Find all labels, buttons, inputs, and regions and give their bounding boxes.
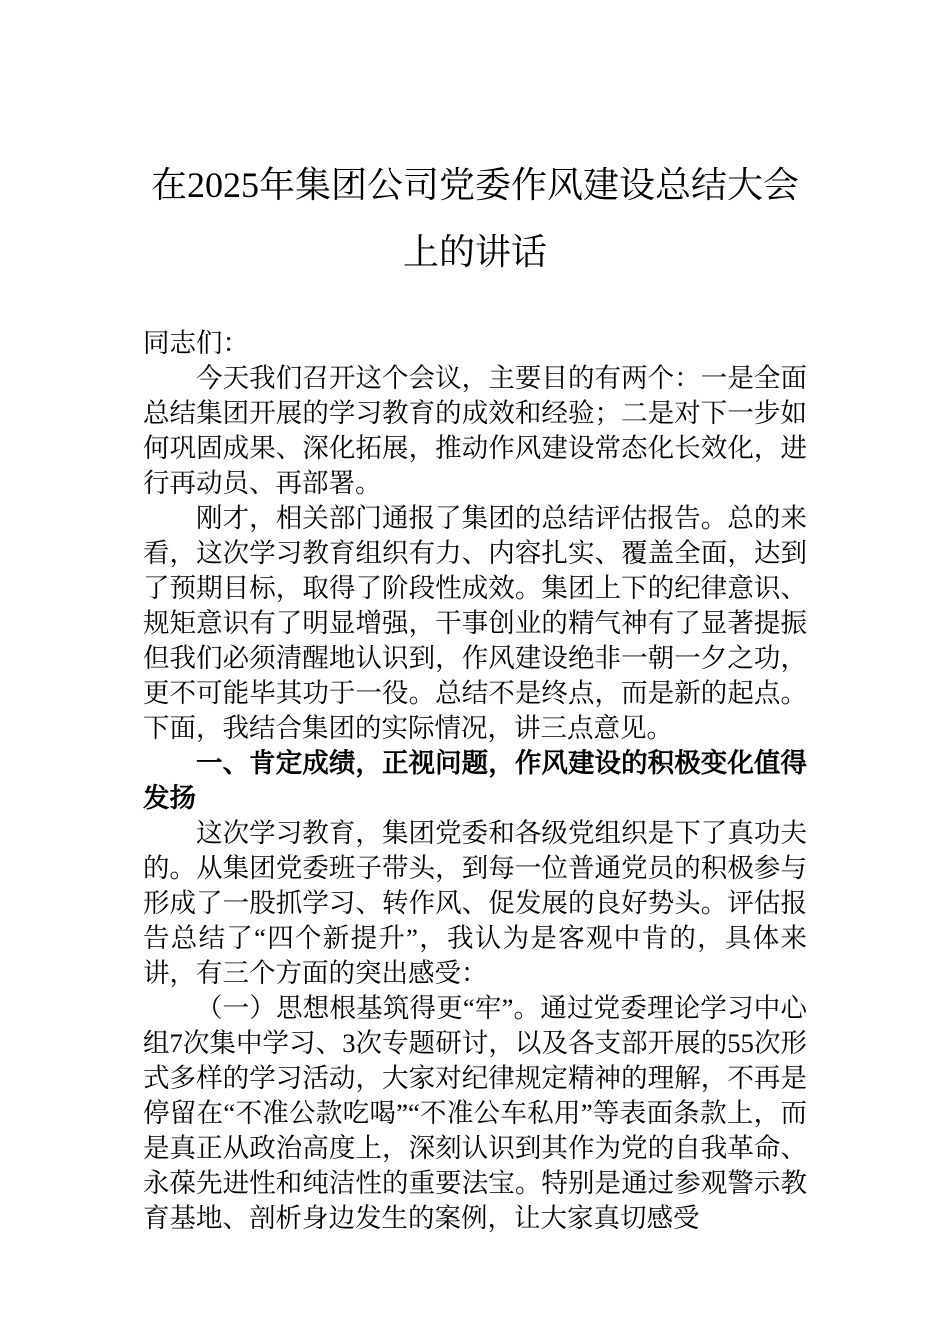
paragraph-meeting-purpose: 今天我们召开这个会议，主要目的有两个：一是全面总结集团开展的学习教育的成效和经验；二是对下一步如何巩固成果、深化拓展，推动作风建设常态化长效化，进行再动员、再部署。 bbox=[143, 363, 807, 498]
document-title: 在2025年集团公司党委作风建设总结大会上的讲话 bbox=[150, 165, 799, 272]
document-body bbox=[143, 326, 807, 1236]
paragraph-point-one-ideology: （一）思想根基筑得更“牢”。通过党委理论学习中心组7次集中学习、3次专题研讨，以及各支部开展的55次形式多样的学习活动，大家对纪律规定精神的理解，不再是停留在“不准公款吃喝”“不准公车私用”等表面条款上，而是真正从政治高度上，深刻认识到其作为党的自我革命、永葆先进性和纯洁性的重要法宝。特别是通过参观警示教育基地、剖析身边发生的案例，让大家真切感受 bbox=[143, 993, 807, 1233]
section-heading-1: 一、肯定成绩，正视问题，作风建设的积极变化值得发扬 bbox=[143, 748, 807, 813]
paragraph-evaluation-summary: 刚才，相关部门通报了集团的总结评估报告。总的来看，这次学习教育组织有力、内容扎实、覆盖全面，达到了预期目标，取得了阶段性成效。集团上下的纪律意识、规矩意识有了明显增强，干事创业的精气神有了显著提振但我们必须清醒地认识到，作风建设绝非一朝一夕之功，更不可能毕其功于一役。总结不是终点，而是新的起点。下面，我结合集团的实际情况，讲三点意见。 bbox=[143, 503, 807, 743]
salutation-line: 同志们： bbox=[143, 328, 249, 358]
paragraph-achievements-overview: 这次学习教育，集团党委和各级党组织是下了真功夫的。从集团党委班子带头，到每一位普通党员的积极参与形成了一股抓学习、转作风、促发展的良好势头。评估报告总结了“四个新提升”，我认为是客观中肯的，具体来讲，有三个方面的突出感受： bbox=[143, 818, 807, 988]
